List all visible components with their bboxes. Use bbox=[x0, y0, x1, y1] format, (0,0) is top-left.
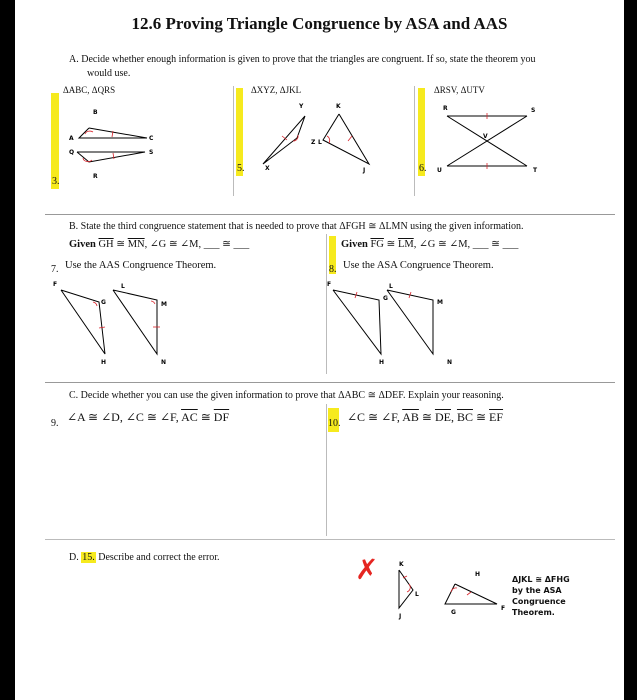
pt-u6: U bbox=[437, 167, 442, 174]
pt-l: L bbox=[318, 139, 322, 146]
divider-ab bbox=[45, 214, 615, 215]
problem-3-label: ΔABC, ΔQRS bbox=[63, 85, 116, 95]
partA-instruction-cont: would use. bbox=[87, 68, 131, 79]
partB-left-given: Given $\overline{GH}$ ≅ $\overline{MN}$, ∠G ≅ ∠M, ___ ≅ ___ bbox=[69, 239, 250, 250]
problem-6-number: 6. bbox=[419, 163, 427, 174]
pt-k15: K bbox=[399, 561, 404, 568]
problem-8-number: 8. bbox=[329, 264, 337, 275]
figure-6 bbox=[427, 100, 547, 180]
problem-10-given: ∠C ≅ ∠F, $\overline{AB}$ ≅ $\overline{DE}$, $\overline{BC}$ ≅ $\overline{EF}$ bbox=[347, 410, 504, 424]
pt-j: J bbox=[363, 167, 366, 174]
pt-h15: H bbox=[475, 571, 481, 578]
problem-3-number: 3. bbox=[52, 176, 60, 187]
problem-8-theorem: Use the ASA Congruence Theorem. bbox=[343, 260, 494, 271]
pt-a: A bbox=[69, 135, 74, 142]
error-annotation: ΔJKL ≅ ΔFHG by the ASA Congruence Theorem. bbox=[512, 575, 570, 617]
error-x-icon: ✗ bbox=[355, 553, 379, 586]
divider-bc bbox=[45, 382, 615, 383]
figure-8 bbox=[327, 278, 477, 368]
worksheet-page bbox=[15, 0, 624, 700]
pt-h8: H bbox=[379, 359, 385, 366]
pt-b: B bbox=[93, 109, 98, 116]
partA-instruction: A. Decide whether enough information is given to prove that the triangles are congruent. If so, state the theorem you bbox=[69, 54, 536, 65]
pt-j15: J bbox=[399, 613, 402, 620]
pt-x: X bbox=[265, 165, 270, 172]
divider-cd bbox=[45, 539, 615, 540]
pt-z: Z bbox=[311, 139, 316, 146]
partB-right-given: Given $\overline{FG}$ ≅ $\overline{LM}$, ∠G ≅ ∠M, ___ ≅ ___ bbox=[341, 239, 519, 250]
pt-n7: N bbox=[161, 359, 167, 366]
pt-f7: F bbox=[53, 281, 58, 288]
divider-c bbox=[326, 404, 327, 536]
divider-a1 bbox=[233, 86, 234, 196]
problem-9-number: 9. bbox=[51, 418, 59, 429]
pt-m7: M bbox=[161, 301, 167, 308]
figure-3 bbox=[55, 100, 165, 180]
problem-9-given: ∠A ≅ ∠D, ∠C ≅ ∠F, $\overline{AC}$ ≅ $\overline{DF}$ bbox=[67, 410, 230, 424]
pt-f8: F bbox=[327, 281, 332, 288]
pt-l8: L bbox=[389, 283, 393, 290]
pt-q: Q bbox=[69, 149, 75, 156]
page-title: 12.6 Proving Triangle Congruence by ASA and AAS bbox=[131, 14, 508, 33]
pt-v6: V bbox=[483, 133, 488, 140]
pt-t6: T bbox=[533, 167, 538, 174]
partB-instruction: B. State the third congruence statement that is needed to prove that ΔFGH ≅ ΔLMN using the given information. bbox=[69, 221, 524, 232]
pt-f15: F bbox=[501, 605, 506, 612]
problem-5-label: ΔXYZ, ΔJKL bbox=[251, 85, 302, 95]
pt-c: C bbox=[149, 135, 154, 142]
pt-m8: M bbox=[437, 299, 443, 306]
pt-s6: S bbox=[531, 107, 536, 114]
problem-6-label: ΔRSV, ΔUTV bbox=[434, 85, 485, 95]
pt-r: R bbox=[93, 173, 98, 180]
problem-7-number: 7. bbox=[51, 264, 59, 275]
pt-l15: L bbox=[415, 591, 419, 598]
figure-5 bbox=[249, 98, 379, 178]
problem-10-number: 10. bbox=[328, 418, 341, 429]
pt-s: S bbox=[149, 149, 154, 156]
pt-y: Y bbox=[299, 103, 304, 110]
problem-5-number: 5. bbox=[237, 163, 245, 174]
pt-h7: H bbox=[101, 359, 107, 366]
partC-instruction: C. Decide whether you can use the given information to prove that ΔABC ≅ ΔDEF. Explain your reasoning. bbox=[69, 390, 504, 401]
divider-a2 bbox=[414, 86, 415, 196]
pt-l7: L bbox=[121, 283, 125, 290]
figure-15 bbox=[389, 560, 509, 626]
pt-r6: R bbox=[443, 105, 448, 112]
problem-7-theorem: Use the AAS Congruence Theorem. bbox=[65, 260, 217, 271]
pt-g8: G bbox=[383, 295, 388, 302]
figure-7 bbox=[53, 278, 193, 368]
partD-instruction: D. 15. Describe and correct the error. bbox=[69, 552, 220, 563]
pt-n8: N bbox=[447, 359, 453, 366]
pt-k: K bbox=[336, 103, 341, 110]
pt-g7: G bbox=[101, 299, 106, 306]
pt-g15: G bbox=[451, 609, 456, 616]
